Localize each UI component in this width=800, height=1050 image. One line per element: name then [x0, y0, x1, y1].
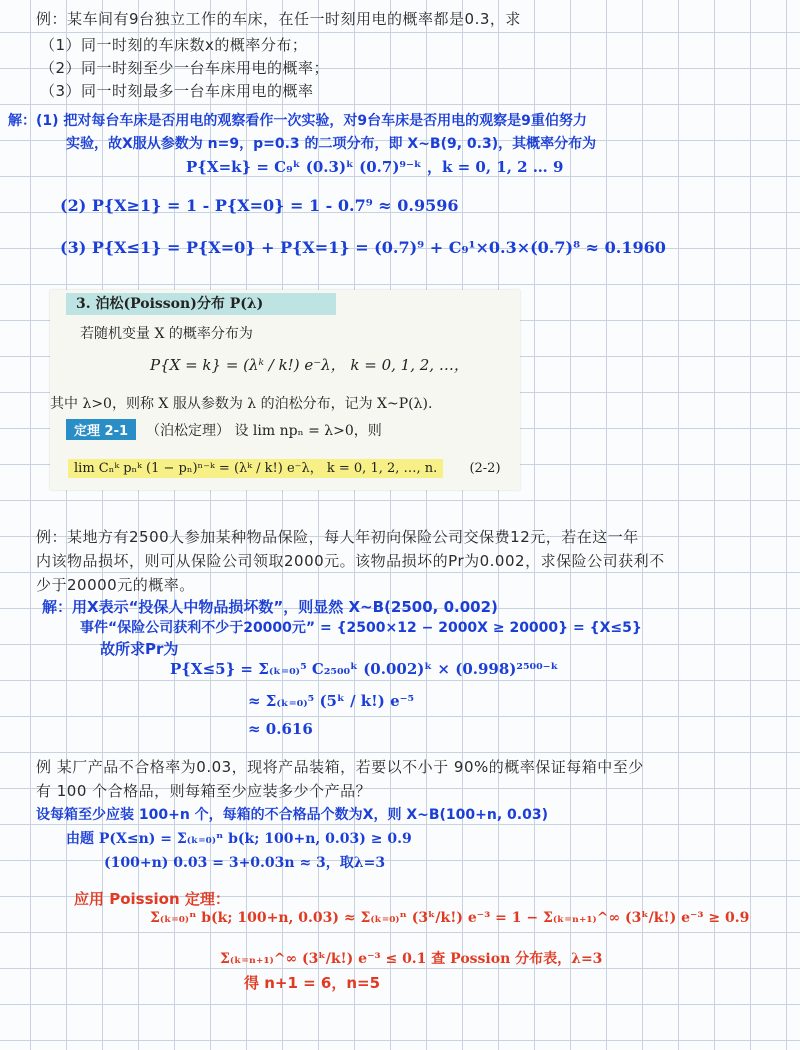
example3-solution-line2: 由题 P(X≤n) = Σ₍ₖ₌₀₎ⁿ b(k; 100+n, 0.03) ≥ 0.9 — [66, 831, 412, 847]
theorem-text: （泊松定理） 设 lim npₙ = λ>0，则 — [146, 423, 382, 439]
example3-poisson-approx: Σ₍ₖ₌₀₎ⁿ b(k; 100+n, 0.03) ≈ Σ₍ₖ₌₀₎ⁿ (3ᵏ/k!) e⁻³ = 1 − Σ₍ₖ₌ₙ₊₁₎^∞ (3ᵏ/k!) e⁻³ ≥ 0.9 — [150, 910, 750, 926]
textbook-poisson-formula: P{X = k} = (λᵏ / k!) e⁻λ， k = 0, 1, 2, …， — [150, 356, 469, 374]
example2-title-line1: 例：某地方有2500人参加某种物品保险，每人年初向保险公司交保费12元，若在这一年 — [36, 528, 639, 546]
example3-title-line1: 例 某厂产品不合格率为0.03，现将产品装箱，若要以不小于 90%的概率保证每箱中至少 — [36, 758, 644, 776]
example1-question-3: （3）同一时刻最多一台车床用电的概率 — [40, 82, 314, 100]
example3-poisson-tail: Σ₍ₖ₌ₙ₊₁₎^∞ (3ᵏ/k!) e⁻³ ≤ 0.1 查 Possion 分布表，λ=3 — [220, 951, 603, 967]
theorem-formula: lim Cₙᵏ pₙᵏ (1 − pₙ)ⁿ⁻ᵏ = (λᵏ / k!) e⁻λ， k = 0, 1, 2, …, n. — [68, 459, 443, 478]
textbook-line1: 若随机变量 X 的概率分布为 — [80, 326, 253, 342]
example1-solution-part2: (2) P{X≥1} = 1 - P{X=0} = 1 - 0.7⁹ ≈ 0.9596 — [60, 196, 459, 215]
example1-question-2: （2）同一时刻至少一台车床用电的概率； — [40, 59, 330, 77]
textbook-heading: 3. 泊松(Poisson)分布 P(λ) — [66, 293, 336, 315]
example1-solution-formula: P{X=k} = C₉ᵏ (0.3)ᵏ (0.7)⁹⁻ᵏ ，k = 0, 1, 2 … 9 — [186, 158, 564, 176]
example3-poisson-result: 得 n+1 = 6，n=5 — [244, 974, 381, 992]
example1-solution-line2: 实验，故X服从参数为 n=9，p=0.3 的二项分布，即 X~B(9, 0.3)，其概率分布为 — [66, 136, 597, 152]
example3-solution-line3: (100+n) 0.03 = 3+0.03n ≈ 3，取λ=3 — [104, 855, 386, 871]
example2-solution-line3: 故所求Pr为 — [100, 640, 179, 658]
example1-title: 例：某车间有9台独立工作的车床，在任一时刻用电的概率都是0.3，求 — [36, 10, 521, 28]
example3-solution-line1: 设每箱至少应装 100+n 个，每箱的不合格品个数为X，则 X~B(100+n, 0.03) — [36, 807, 548, 823]
example2-solution-sum: P{X≤5} = Σ₍ₖ₌₀₎⁵ C₂₅₀₀ᵏ (0.002)ᵏ × (0.998)²⁵⁰⁰⁻ᵏ — [170, 660, 559, 678]
example1-question-1: （1）同一时刻的车床数x的概率分布； — [40, 36, 308, 54]
example1-solution-line1: 解：(1) 把对每台车床是否用电的观察看作一次实验，对9台车床是否用电的观察是9重伯努力 — [8, 113, 587, 129]
example2-solution-line1: 解：用X表示“投保人中物品损坏数”，则显然 X~B(2500, 0.002) — [42, 598, 498, 616]
example2-title-line2: 内该物品损坏，则可从保险公司领取2000元。该物品损坏的Pr为0.002，求保险公司获利不 — [36, 552, 665, 570]
example3-poisson-heading: 应用 Poission 定理： — [74, 890, 230, 908]
equation-number: (2-2) — [469, 461, 501, 476]
theorem-tag: 定理 2-1 — [66, 419, 136, 440]
textbook-excerpt — [50, 290, 520, 490]
example3-title-line2: 有 100 个合格品，则每箱至少应装多少个产品？ — [36, 782, 372, 800]
example2-solution-result: ≈ 0.616 — [248, 720, 313, 738]
example1-solution-part3: (3) P{X≤1} = P{X=0} + P{X=1} = (0.7)⁹ + C₉¹×0.3×(0.7)⁸ ≈ 0.1960 — [60, 238, 666, 257]
textbook-theorem-formula-row — [68, 457, 501, 476]
example2-solution-approx: ≈ Σ₍ₖ₌₀₎⁵ (5ᵏ / k!) e⁻⁵ — [248, 692, 415, 710]
textbook-line3: 其中 λ>0，则称 X 服从参数为 λ 的泊松分布，记为 X~P(λ). — [50, 396, 433, 412]
example2-solution-line2: 事件“保险公司获利不少于20000元” = {2500×12 − 2000X ≥ 20000} = {X≤5} — [80, 620, 642, 636]
example2-title-line3: 少于20000元的概率。 — [36, 576, 195, 594]
textbook-theorem — [66, 419, 382, 440]
